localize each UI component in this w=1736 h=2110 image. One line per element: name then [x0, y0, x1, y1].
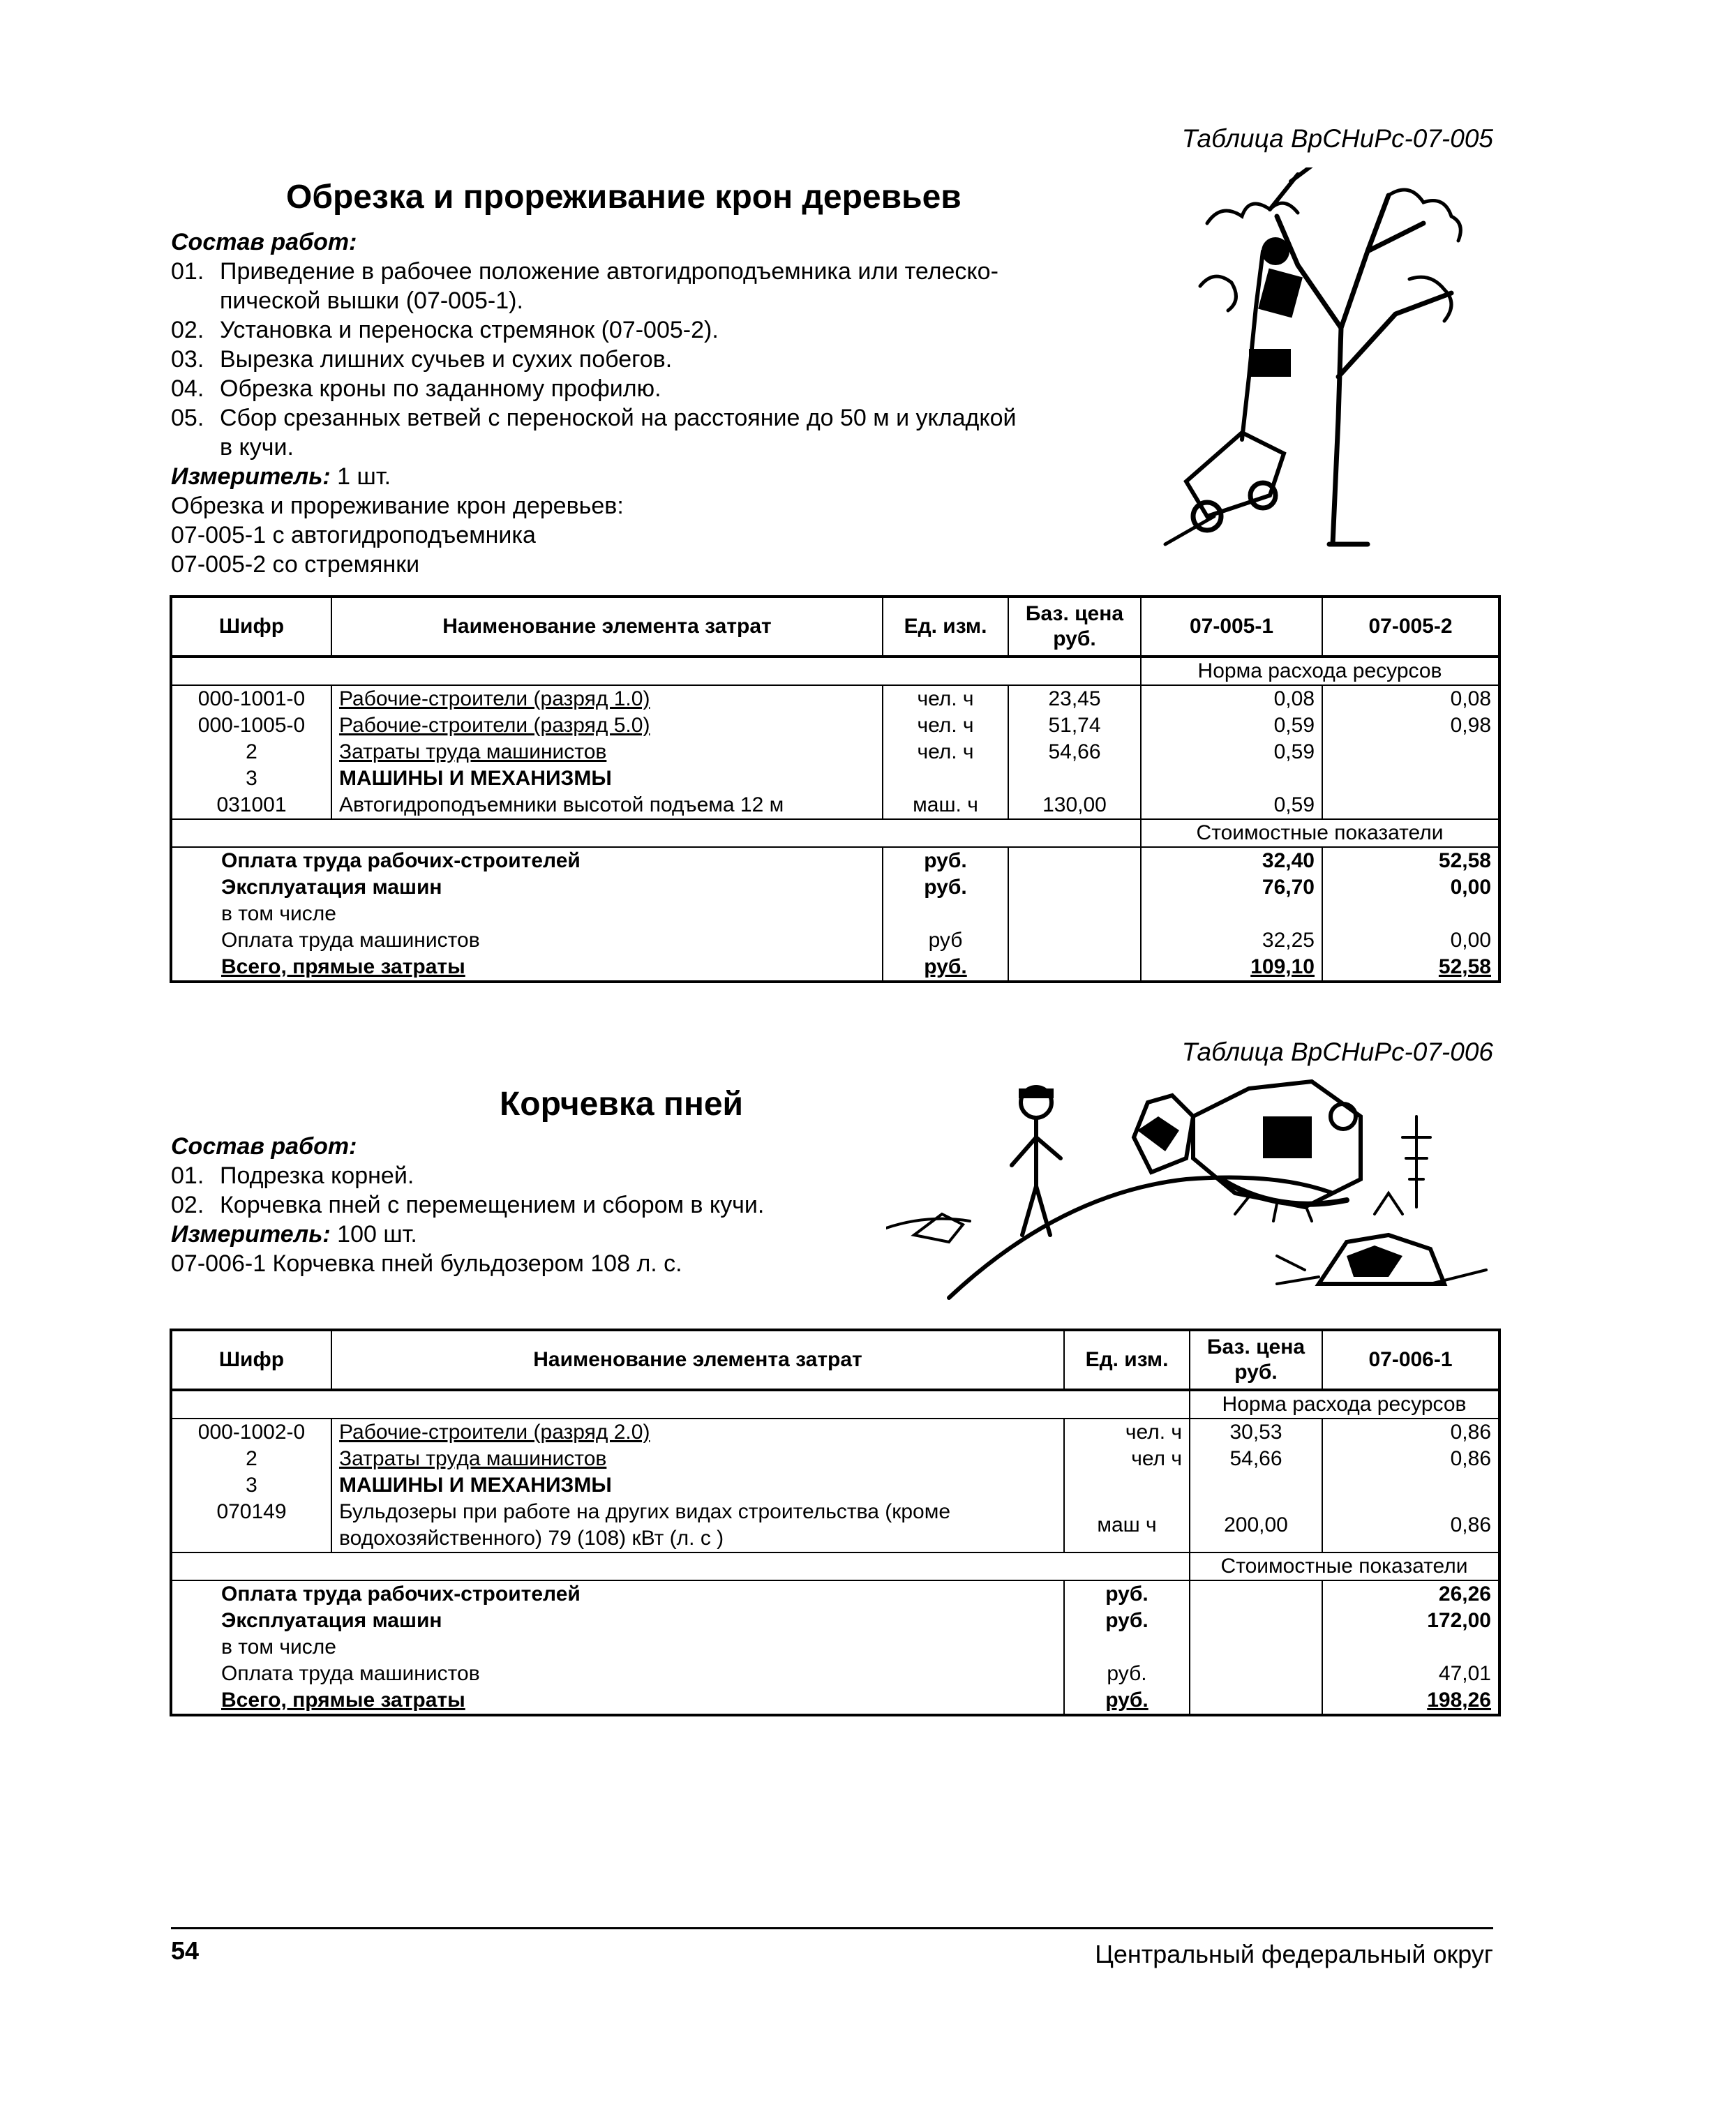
cost-row: Оплата труда машинистов руб. 47,01	[171, 1661, 1499, 1687]
work-item: 04. Обрезка кроны по заданному профилю.	[171, 375, 661, 402]
header-unit: Ед. изм.	[883, 597, 1008, 657]
norm-label: Норма расхода ресурсов	[1190, 1390, 1499, 1419]
section-title-stump-removal: Корчевка пней	[500, 1086, 744, 1123]
measure-line: Измеритель: 100 шт.	[171, 1221, 417, 1248]
variant-line: 07-006-1 Корчевка пней бульдозером 108 л. с.	[171, 1250, 682, 1277]
footer-region: Центральный федеральный округ	[1095, 1940, 1493, 1968]
norm-subheader-row	[171, 657, 1499, 685]
header-code: Шифр	[171, 597, 331, 657]
table-row: 000-1001-0 Рабочие-строители (разряд 1.0) чел. ч 23,45 0,08 0,08	[171, 685, 1499, 712]
cost-table-07-005	[170, 595, 1501, 983]
table-row: 3 МАШИНЫ И МЕХАНИЗМЫ	[171, 765, 1499, 792]
work-item: 02. Корчевка пней с перемещением и сбором в кучи.	[171, 1192, 765, 1218]
table-caption-07-005: Таблица ВрСНиРс-07-005	[1181, 124, 1493, 153]
table-header-row	[171, 1330, 1499, 1390]
cost-row: Оплата труда рабочих-строителей руб. 32,40 52,58	[171, 847, 1499, 874]
header-name: Наименование элемента затрат	[331, 597, 883, 657]
work-item-continuation: пической вышки (07-005-1).	[220, 287, 523, 314]
work-composition-header: Состав работ:	[171, 229, 357, 255]
cost-label: Стоимостные показатели	[1141, 819, 1499, 847]
cost-subheader-row	[171, 819, 1499, 847]
cost-row-total: Всего, прямые затраты руб. 198,26	[171, 1687, 1499, 1715]
table-row: 2 Затраты труда машинистов чел. ч 54,66 0,59	[171, 739, 1499, 765]
work-description-07-006	[171, 1132, 938, 1278]
header-code: Шифр	[171, 1330, 331, 1390]
table-header-row	[171, 597, 1499, 657]
norm-subheader-row	[171, 1390, 1499, 1419]
work-composition-header: Состав работ:	[171, 1133, 357, 1160]
cost-row: Оплата труда рабочих-строителей руб. 26,26	[171, 1580, 1499, 1608]
work-item: 02. Установка и переноска стремянок (07-005-2).	[171, 317, 719, 343]
header-variant-1: 07-006-1	[1322, 1330, 1499, 1390]
table-row: 000-1002-0 Рабочие-строители (разряд 2.0) чел. ч 30,53 0,86	[171, 1419, 1499, 1446]
variant-line: 07-005-1 с автогидроподъемника	[171, 522, 536, 548]
cost-table-07-006	[170, 1329, 1501, 1716]
cost-row: Эксплуатация машин руб. 172,00	[171, 1608, 1499, 1634]
cost-row: в том числе	[171, 1634, 1499, 1661]
page-number: 54	[171, 1936, 200, 1965]
header-name: Наименование элемента затрат	[331, 1330, 1064, 1390]
work-item: 03. Вырезка лишних сучьев и сухих побегов.	[171, 346, 673, 373]
header-unit: Ед. изм.	[1064, 1330, 1190, 1390]
cost-subheader-row	[171, 1552, 1499, 1580]
table-row: 3 МАШИНЫ И МЕХАНИЗМЫ	[171, 1472, 1499, 1499]
header-base-price: Баз. цена руб.	[1190, 1330, 1322, 1390]
work-item: 01. Приведение в рабочее положение автогидроподъемника или телеско-	[171, 258, 998, 285]
header-variant-2: 07-005-2	[1322, 597, 1499, 657]
variant-line: 07-005-2 со стремянки	[171, 551, 420, 578]
table-row: 070149 Бульдозеры при работе на других видах строительства (кроме водохозяйственного) 79 (108) кВт (л. с ) маш ч 200,00 0,86	[171, 1499, 1499, 1552]
work-item-continuation: в кучи.	[220, 434, 294, 461]
work-item: 01. Подрезка корней.	[171, 1162, 414, 1189]
cost-label: Стоимостные показатели	[1190, 1552, 1499, 1580]
stump-removal-illustration	[886, 1075, 1500, 1312]
work-description-07-005	[171, 227, 1120, 579]
section-title-tree-pruning: Обрезка и прореживание крон деревьев	[286, 179, 961, 216]
description-line: Обрезка и прореживание крон деревьев:	[171, 493, 624, 519]
table-row: 2 Затраты труда машинистов чел ч 54,66 0,86	[171, 1446, 1499, 1472]
header-variant-1: 07-005-1	[1141, 597, 1322, 657]
header-base-price: Баз. цена руб.	[1008, 597, 1141, 657]
table-row: 000-1005-0 Рабочие-строители (разряд 5.0) чел. ч 51,74 0,59 0,98	[171, 712, 1499, 739]
table-row: 031001 Автогидроподъемники высотой подъема 12 м маш. ч 130,00 0,59	[171, 792, 1499, 819]
norm-label: Норма расхода ресурсов	[1141, 657, 1499, 685]
cost-row-total: Всего, прямые затраты руб. 109,10 52,58	[171, 954, 1499, 982]
table-caption-07-006: Таблица ВрСНиРс-07-006	[1181, 1038, 1493, 1066]
cost-row: Оплата труда машинистов руб 32,25 0,00	[171, 927, 1499, 954]
measure-line: Измеритель: 1 шт.	[171, 463, 391, 490]
footer-divider	[171, 1927, 1493, 1929]
cost-row: Эксплуатация машин руб. 76,70 0,00	[171, 874, 1499, 901]
work-item: 05. Сбор срезанных ветвей с переноской на расстояние до 50 м и укладкой	[171, 405, 1017, 431]
tree-pruning-illustration	[1158, 167, 1486, 558]
cost-row: в том числе	[171, 901, 1499, 927]
